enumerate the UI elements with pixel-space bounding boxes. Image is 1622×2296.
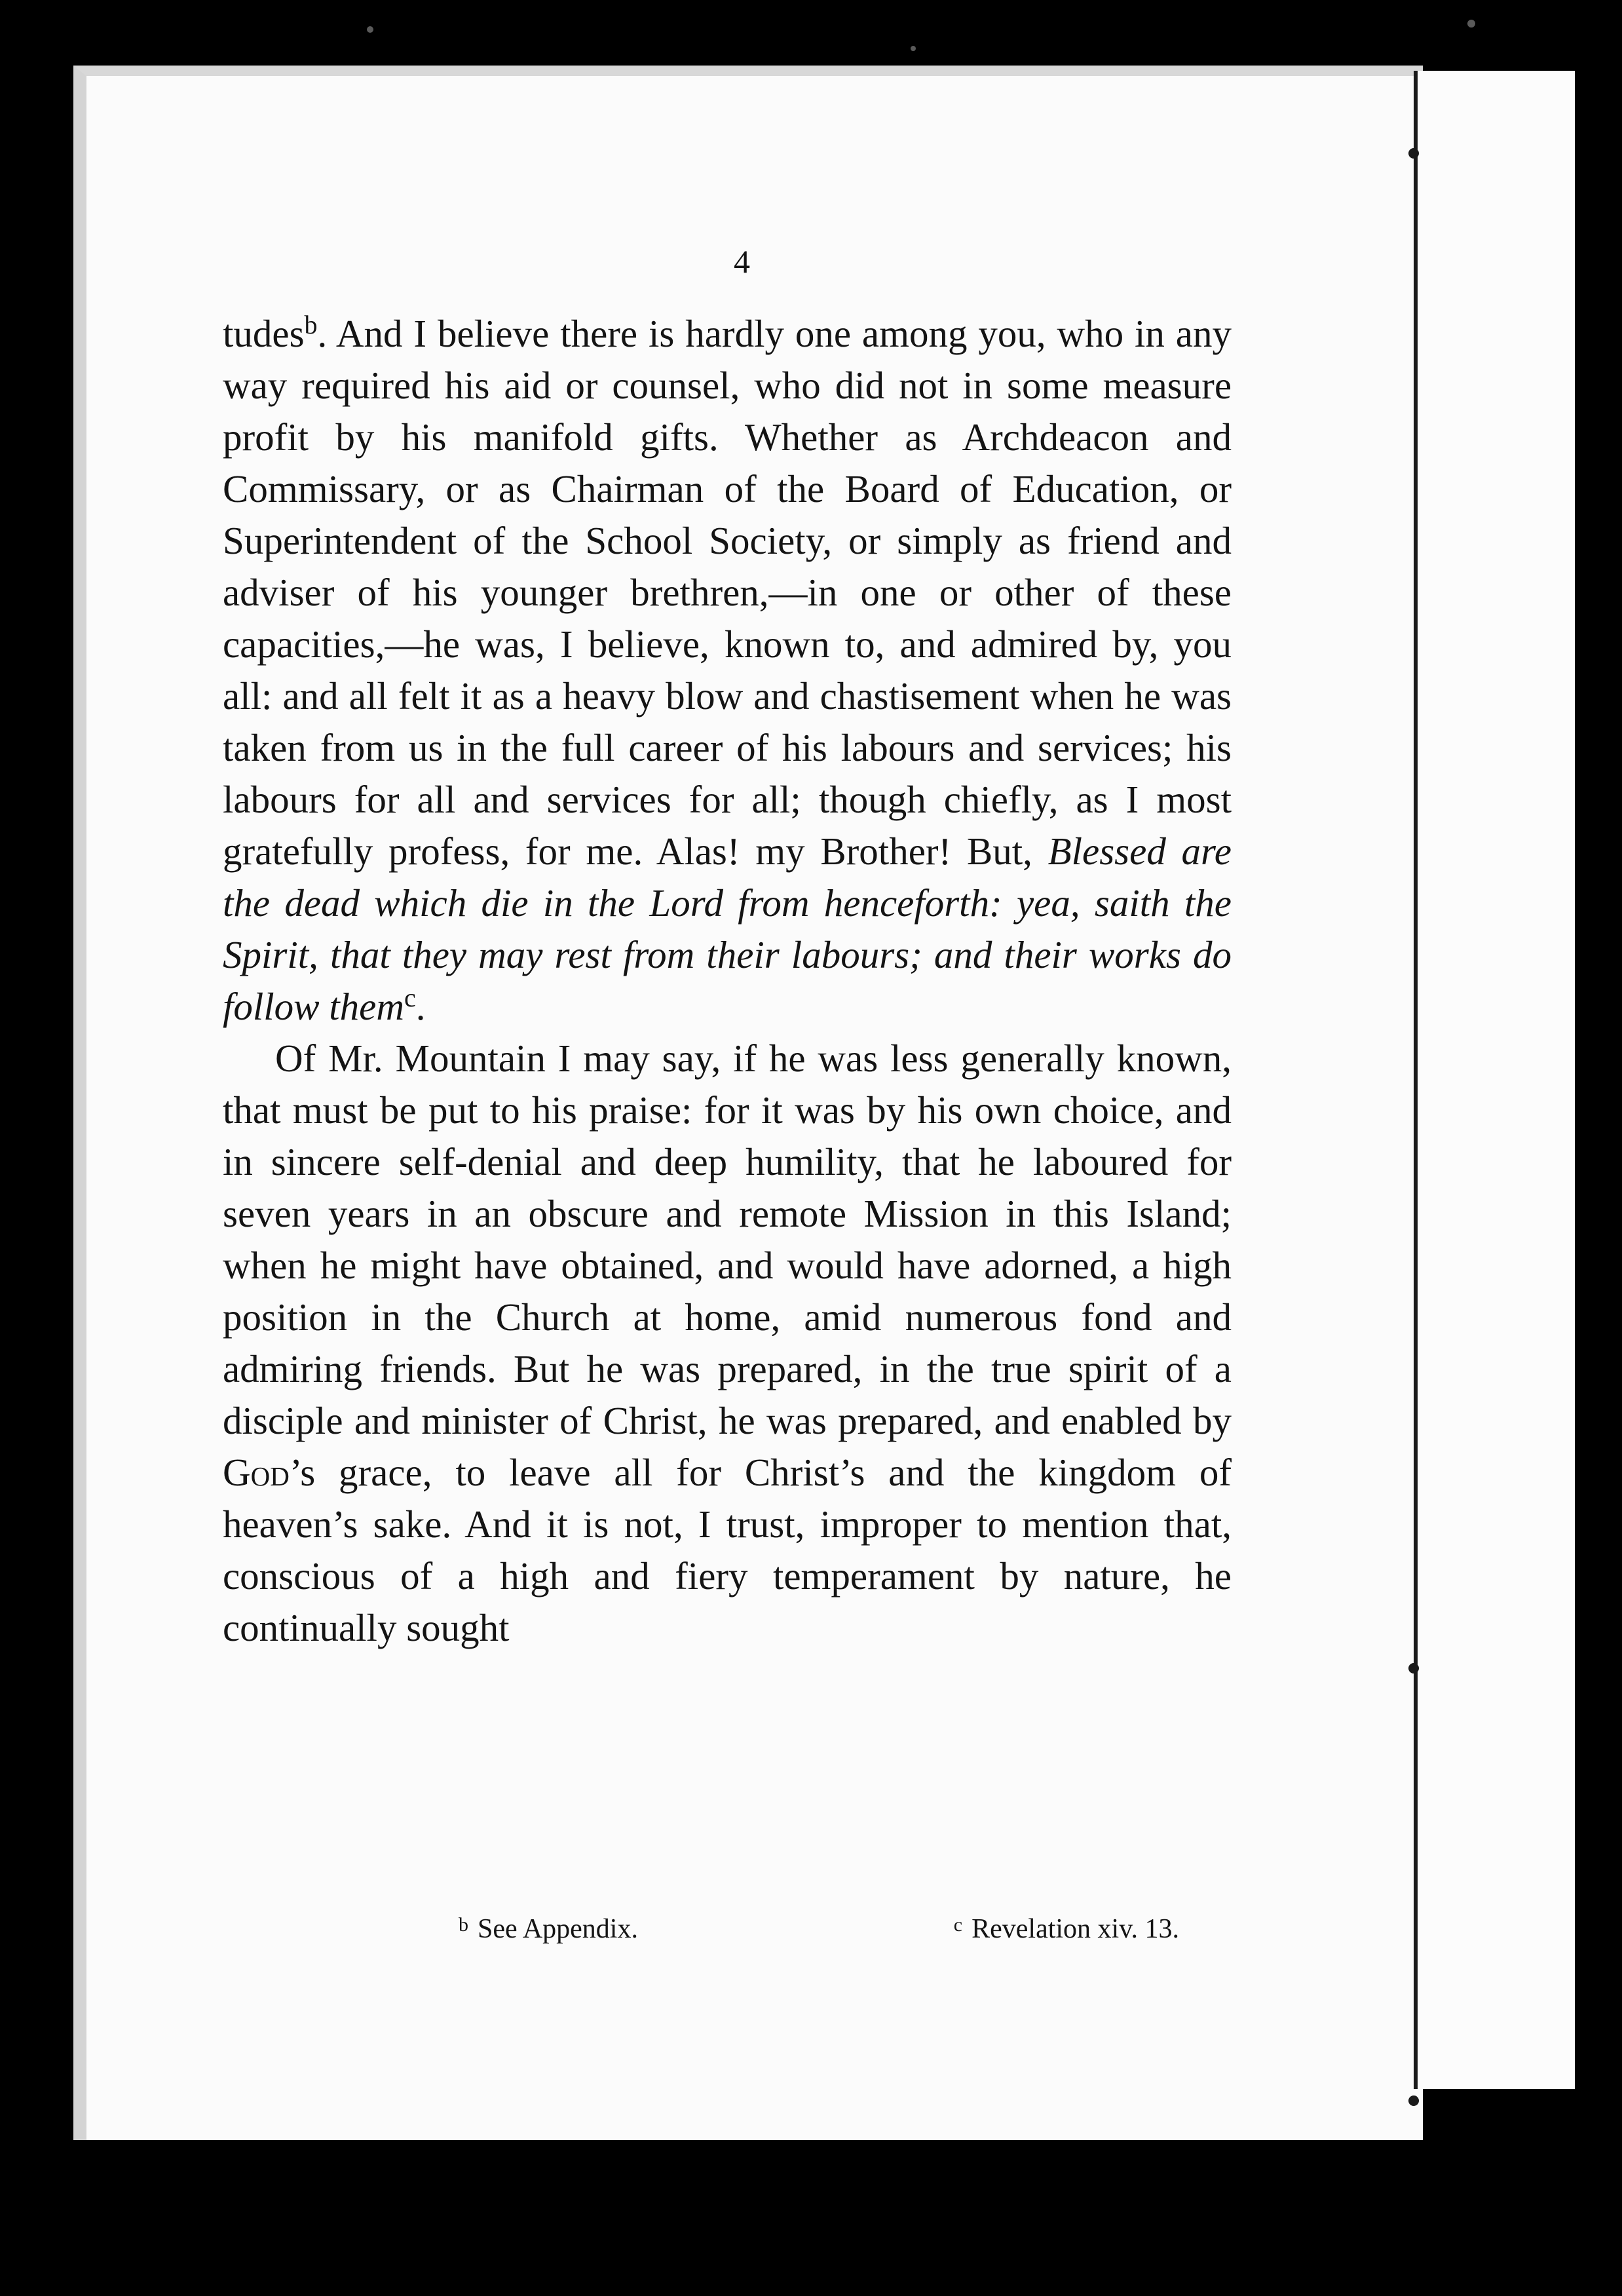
scripture-quote: Blessed are the dead which die in the Lord from henceforth: yea, saith the Spirit, that they may rest from their labours; and their works do follow them: [223, 830, 1232, 1028]
text-run: ’s grace, to leave all for Christ’s and the kingdom of heaven’s sake. And it is not, I trust, improper to mention that, conscious of a high and fiery temperament by nature, he continually sought: [223, 1451, 1232, 1649]
binding-mark: [1408, 148, 1419, 159]
footnote-marker: c: [953, 1914, 963, 1936]
text-run: .: [415, 985, 426, 1028]
binding-mark: [1408, 1663, 1419, 1674]
footnote-ref-b: b: [304, 310, 318, 339]
footnotes: [459, 1913, 1179, 1945]
text-run-smallcaps: God: [223, 1451, 290, 1494]
footnote: [954, 1913, 1179, 1945]
body-text: [223, 308, 1232, 1654]
scan-speck: [1467, 20, 1475, 28]
footnote: [459, 1913, 638, 1945]
page-number: 4: [734, 243, 750, 280]
scan-speck: [367, 26, 373, 33]
paragraph: [223, 1033, 1232, 1654]
footnote-text: Revelation xiv. 13.: [971, 1914, 1179, 1944]
text-run: tudes: [223, 312, 305, 355]
binding-mark: [1408, 2095, 1419, 2106]
text-run: Of Mr. Mountain I may say, if he was less generally known, that must be put to his praise: for it was by his own choice, and in sincere self-denial and deep humility, that he laboured for seven years in an obscure and remote Mission in this Island; when he might have obtained, and would have adorned, a high position in the Church at home, amid numerous fond and admiring friends. But he was prepared, in the true spirit of a disciple and minister of Christ, he was prepared, and enabled by: [223, 1037, 1232, 1442]
footnote-ref-c: c: [404, 983, 416, 1012]
paragraph: [223, 308, 1232, 1033]
right-page-edge: [1414, 71, 1575, 2089]
scan-speck: [911, 46, 916, 51]
text-run: . And I believe there is hardly one among you, who in any way required his aid or counsel, who did not in some measure profit by his manifold gifts. Whether as Archdeacon and Commissary, or as Chairman of the Board of Education, or Superintendent of the School Society, or simply as friend and adviser of his younger brethren,—in one or other of these capacities,—he was, I believe, known to, and admired by, you all: and all felt it as a heavy blow and chastisement when he was taken from us in the full career of his labours and services; his labours for all and services for all; though chiefly, as I most gratefully profess, for me. Alas! my Brother! But,: [223, 312, 1232, 873]
footnote-marker: b: [459, 1914, 468, 1936]
footnote-text: See Appendix.: [478, 1914, 638, 1944]
